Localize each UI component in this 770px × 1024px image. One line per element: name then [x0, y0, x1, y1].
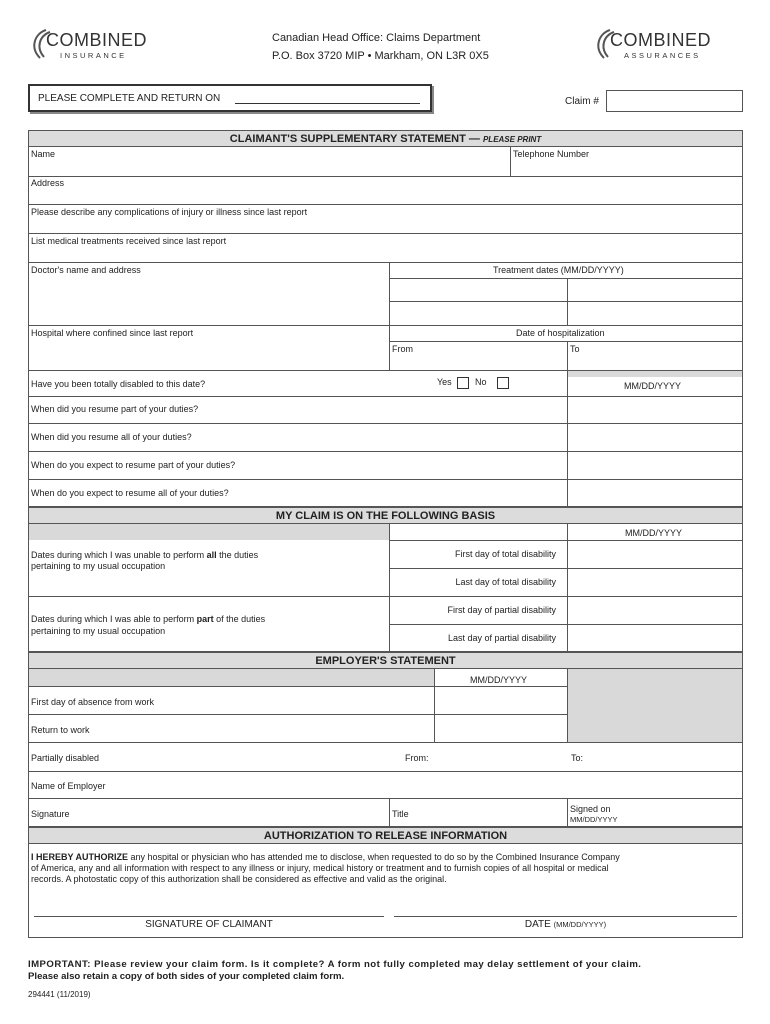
- authorization-section-header: AUTHORIZATION TO RELEASE INFORMATION: [28, 827, 743, 844]
- last-partial-label: Last day of partial disability: [447, 633, 556, 643]
- first-total-field[interactable]: [568, 541, 742, 567]
- resume-part-field[interactable]: [568, 397, 742, 422]
- claimant-signature-label: SIGNATURE OF CLAIMANT: [145, 919, 273, 930]
- return-work-field[interactable]: [435, 715, 567, 741]
- telephone-field[interactable]: [511, 160, 742, 175]
- disabled-date-format: MM/DD/YYYY: [624, 381, 682, 391]
- hosp-from-label: From: [392, 344, 413, 354]
- name-field[interactable]: [29, 160, 509, 175]
- signed-on-format: MM/DD/YYYY: [570, 815, 618, 824]
- claimant-date-line[interactable]: [394, 916, 737, 917]
- complications-label: Please describe any complications of injury or illness since last report: [31, 207, 308, 217]
- expect-all-label: When do you expect to resume all of your duties?: [31, 488, 229, 498]
- office-line-1: Canadian Head Office: Claims Department: [272, 32, 481, 44]
- claimant-section-header: [28, 130, 743, 147]
- claimant-date-label: DATE (MM/DD/YYYY): [524, 919, 607, 930]
- important-line-1: IMPORTANT: Please review your claim form. Is it complete? A form not fully completed may delay settlement of your claim.: [28, 959, 642, 970]
- no-checkbox[interactable]: [497, 377, 509, 389]
- name-label: Name: [31, 149, 56, 159]
- date-hospitalization-label: Date of hospitalization: [516, 328, 605, 338]
- employer-name-label: Name of Employer: [31, 781, 106, 791]
- hospital-field[interactable]: [29, 339, 388, 369]
- able-text-line-2: pertaining to my usual occupation: [31, 626, 166, 636]
- authorization-line-1: I HEREBY AUTHORIZE any hospital or physician who has attended me to disclose, when requested to do so by the Combined Insurance Company: [31, 852, 620, 862]
- partial-to-label: To:: [571, 753, 584, 763]
- return-box: [28, 84, 432, 112]
- important-line-2: Please also retain a copy of both sides of your completed claim form.: [28, 971, 345, 982]
- doctor-label: Doctor's name and address: [31, 265, 141, 275]
- logo-left-name: COMBINED: [46, 30, 148, 50]
- treatments-field[interactable]: [29, 247, 742, 261]
- hosp-to-label: To: [570, 344, 580, 354]
- no-label: No: [475, 377, 487, 387]
- claimant-signature-line[interactable]: [34, 916, 384, 917]
- hosp-to-field[interactable]: [568, 342, 742, 369]
- resume-part-label: When did you resume part of your duties?: [31, 404, 199, 414]
- treatments-label: List medical treatments received since last report: [31, 236, 227, 246]
- treatment-dates-label: Treatment dates (MM/DD/YYYY): [493, 265, 624, 275]
- partial-from-field[interactable]: [432, 744, 564, 769]
- partial-to-field[interactable]: [588, 744, 740, 769]
- form-number: 294441 (11/2019): [28, 990, 91, 999]
- treatment-date-1[interactable]: [390, 279, 566, 300]
- partial-from-label: From:: [405, 753, 429, 763]
- yes-checkbox[interactable]: [457, 377, 469, 389]
- authorization-line-2: of America, any and all information with respect to any illness or injury, medical history or treatment and to furnish copies of all hospital or medical: [31, 863, 609, 873]
- logo-combined-insurance: [24, 26, 184, 66]
- return-work-label: Return to work: [31, 725, 90, 735]
- expect-part-field[interactable]: [568, 452, 742, 478]
- logo-left-sub: INSURANCE: [60, 51, 127, 60]
- employer-section-header: EMPLOYER'S STATEMENT: [28, 652, 743, 669]
- treatment-date-2[interactable]: [568, 279, 742, 300]
- claimant-section-suffix: PLEASE PRINT: [482, 135, 542, 144]
- expect-all-field[interactable]: [568, 480, 742, 506]
- claimant-section-title: CLAIMANT'S SUPPLEMENTARY STATEMENT —: [229, 133, 480, 145]
- last-total-label: Last day of total disability: [455, 577, 556, 587]
- unable-text-line-1: Dates during which I was unable to perform all the duties: [31, 550, 259, 560]
- address-field[interactable]: [29, 189, 742, 203]
- basis-date-format: MM/DD/YYYY: [625, 528, 683, 538]
- last-total-field[interactable]: [568, 569, 742, 595]
- address-label: Address: [31, 178, 65, 188]
- treatment-date-4[interactable]: [568, 302, 742, 324]
- signed-on-label: Signed on: [570, 804, 611, 814]
- treatment-date-3[interactable]: [390, 302, 566, 324]
- claim-number-label: Claim #: [565, 96, 599, 107]
- first-absence-label: First day of absence from work: [31, 697, 155, 707]
- telephone-label: Telephone Number: [513, 149, 590, 159]
- resume-all-label: When did you resume all of your duties?: [31, 432, 192, 442]
- yes-label: Yes: [437, 377, 452, 387]
- employer-name-field[interactable]: [110, 773, 740, 797]
- logo-right-name: COMBINED: [610, 30, 712, 50]
- complications-field[interactable]: [29, 218, 742, 232]
- disabled-question: Have you been totally disabled to this date?: [31, 379, 206, 389]
- first-partial-field[interactable]: [568, 597, 742, 623]
- last-partial-field[interactable]: [568, 625, 742, 651]
- hospital-label: Hospital where confined since last report: [31, 328, 194, 338]
- employer-signature-label: Signature: [31, 809, 70, 819]
- return-date-line[interactable]: [235, 103, 420, 104]
- able-text-line-1: Dates during which I was able to perform part of the duties: [31, 614, 266, 624]
- logo-combined-assurances: [588, 26, 748, 66]
- employer-title-label: Title: [392, 809, 409, 819]
- employer-signature-field[interactable]: [80, 800, 387, 826]
- first-absence-field[interactable]: [435, 687, 567, 713]
- basis-section-header: MY CLAIM IS ON THE FOLLOWING BASIS: [28, 507, 743, 524]
- hosp-from-field[interactable]: [390, 342, 566, 369]
- resume-all-field[interactable]: [568, 424, 742, 450]
- office-line-2: P.O. Box 3720 MIP • Markham, ON L3R 0X5: [272, 50, 489, 62]
- claim-number-field[interactable]: [606, 90, 743, 112]
- expect-part-label: When do you expect to resume part of your duties?: [31, 460, 236, 470]
- unable-text-line-2: pertaining to my usual occupation: [31, 561, 166, 571]
- return-label: PLEASE COMPLETE AND RETURN ON: [38, 93, 221, 104]
- employer-date-format: MM/DD/YYYY: [470, 675, 528, 685]
- first-partial-label: First day of partial disability: [447, 605, 556, 615]
- logo-right-sub: ASSURANCES: [624, 51, 701, 60]
- employer-title-field[interactable]: [415, 800, 565, 826]
- authorization-line-3: records. A photostatic copy of this authorization shall be considered as effective and valid as the original.: [31, 874, 447, 884]
- partially-disabled-label: Partially disabled: [31, 753, 100, 763]
- first-total-label: First day of total disability: [454, 549, 556, 559]
- doctor-field[interactable]: [29, 276, 388, 324]
